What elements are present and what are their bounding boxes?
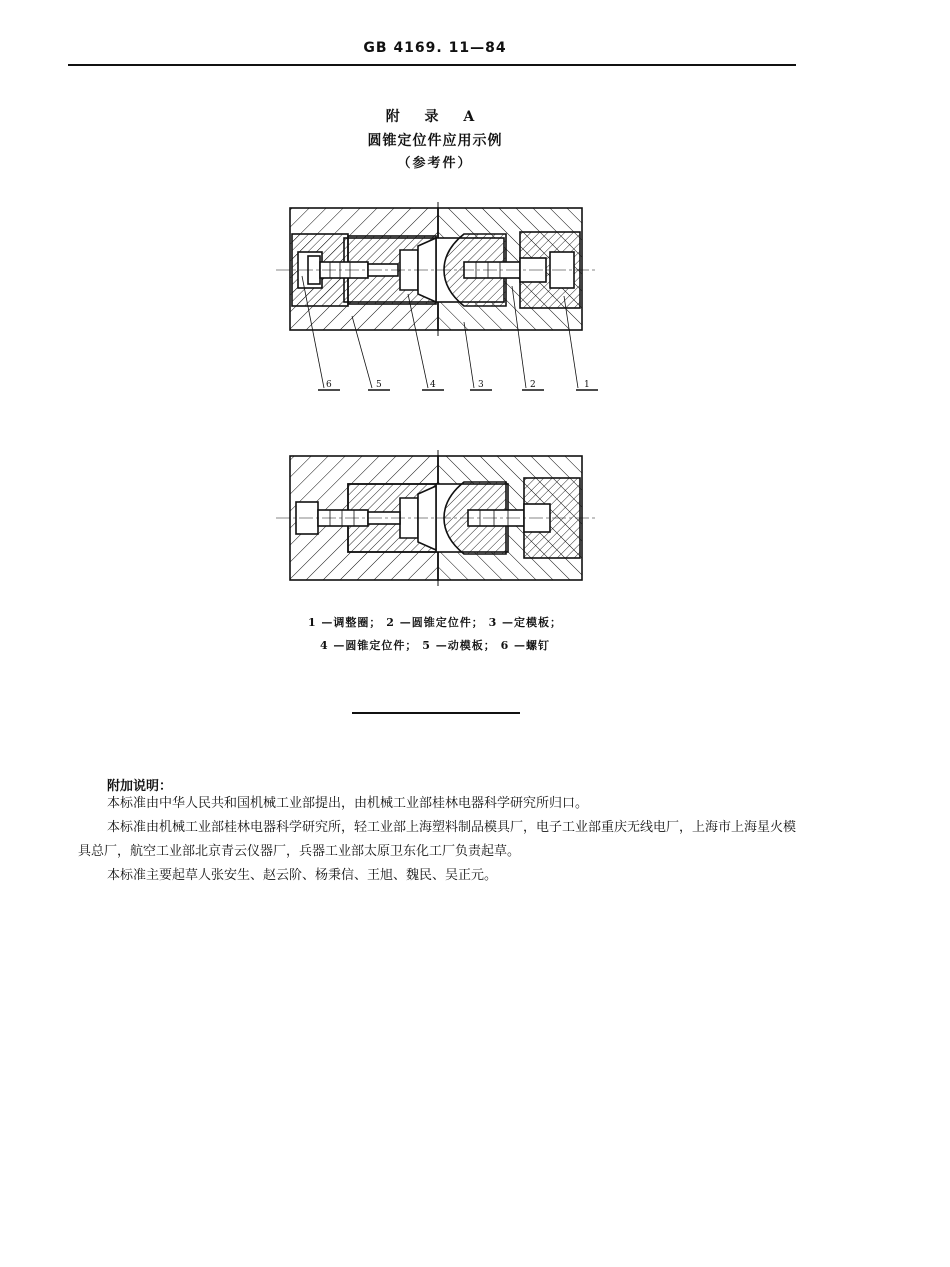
end-rule bbox=[352, 712, 520, 714]
callout-5: 5 bbox=[376, 380, 382, 390]
legend-line-2: 4 —圆锥定位件； 5 —动模板； 6 —螺钉 bbox=[319, 639, 551, 652]
header-rule bbox=[68, 64, 796, 66]
additional-notes-heading: 附加说明： bbox=[107, 779, 173, 794]
appendix-label: 附 录 A bbox=[385, 109, 485, 125]
note-paragraph-1: 本标准由中华人民共和国机械工业部提出，由机械工业部桂林电器科学研究所归口。 bbox=[107, 796, 589, 811]
callout-6: 6 bbox=[326, 380, 332, 390]
callout-2: 2 bbox=[530, 380, 536, 390]
assembly-section-drawing bbox=[268, 198, 608, 398]
note-paragraph-2: 本标准由机械工业部桂林电器科学研究所，轻工业部上海塑料制品模具厂，电子工业部重庆无线电厂，上海市上海星火模具总厂，航空工业部北京青云仪器厂，兵器工业部太原卫东化工厂负责起草。 bbox=[78, 820, 797, 859]
note-paragraph-3: 本标准主要起草人张安生、赵云阶、杨秉信、王旭、魏民、吴正元。 bbox=[107, 868, 498, 883]
appendix-title: 圆锥定位件应用示例 bbox=[367, 133, 503, 149]
standard-number-header: GB 4169. 11—84 bbox=[363, 40, 507, 56]
callout-4: 4 bbox=[430, 380, 436, 390]
appendix-note: （参考件） bbox=[397, 156, 473, 171]
callout-1: 1 bbox=[584, 380, 590, 390]
alternate-section-drawing bbox=[268, 448, 608, 588]
callout-3: 3 bbox=[478, 380, 484, 390]
legend-line-1: 1 —调整圈； 2 —圆锥定位件； 3 —定模板； bbox=[307, 616, 563, 629]
